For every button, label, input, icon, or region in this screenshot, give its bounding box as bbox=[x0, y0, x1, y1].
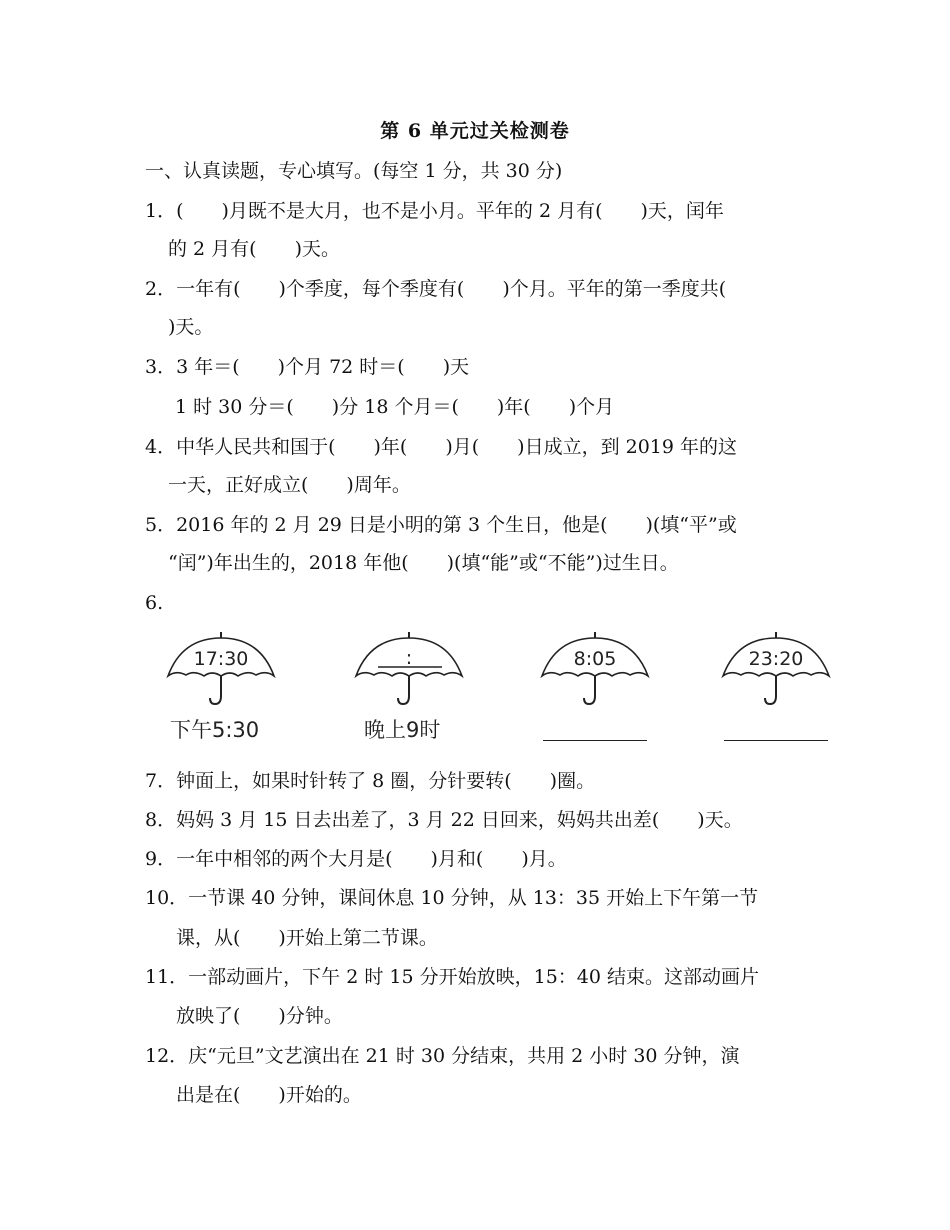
page-title: 第 6 单元过关检测卷 bbox=[380, 120, 570, 142]
question-12-line-1: 12．庆“元旦”文艺演出在 21 时 30 分结束，共用 2 小时 30 分钟，演 bbox=[145, 1045, 740, 1067]
umbrella-2 bbox=[354, 628, 464, 710]
question-5-line-2: “闰”)年出生的，2018 年他( )(填“能”或“不能”)过生日。 bbox=[168, 552, 679, 574]
umbrella-time: 8:05 bbox=[573, 648, 617, 670]
umbrella-icon bbox=[166, 628, 276, 710]
question-10-line-1: 10．一节课 40 分钟，课间休息 10 分钟，从 13：35 开始上下午第一节 bbox=[145, 887, 759, 909]
umbrella-4 bbox=[721, 628, 831, 710]
question-4-line-2: 一天，正好成立( )周年。 bbox=[168, 474, 411, 496]
question-5-line-1: 5．2016 年的 2 月 29 日是小明的第 3 个生日，他是( )(填“平”或 bbox=[145, 514, 737, 536]
umbrella-time: : bbox=[405, 647, 413, 669]
question-3-line-2: 1 时 30 分＝( )分 18 个月＝( )年( )个月 bbox=[175, 396, 615, 418]
question-11-line-1: 11．一部动画片，下午 2 时 15 分开始放映，15：40 结束。这部动画片 bbox=[145, 966, 759, 988]
umbrella-time: 17:30 bbox=[193, 648, 249, 670]
question-2-line-2: )天。 bbox=[168, 316, 214, 338]
answer-blank bbox=[543, 740, 647, 741]
question-2-line-1: 2．一年有( )个季度，每个季度有( )个月。平年的第一季度共( bbox=[145, 278, 727, 300]
question-9: 9．一年中相邻的两个大月是( )月和( )月。 bbox=[145, 848, 567, 870]
umbrella-3 bbox=[540, 628, 650, 710]
question-1-line-1: 1．( )月既不是大月，也不是小月。平年的 2 月有( )天，闰年 bbox=[145, 200, 724, 222]
question-1-line-2: 的 2 月有( )天。 bbox=[168, 238, 340, 260]
umbrella-2-caption: 晚上9时 bbox=[364, 718, 441, 742]
answer-blank bbox=[724, 740, 828, 741]
question-8: 8．妈妈 3 月 15 日去出差了，3 月 22 日回来，妈妈共出差( )天。 bbox=[145, 809, 743, 831]
umbrella-icon bbox=[721, 628, 831, 710]
question-10-line-2: 课，从( )开始上第二节课。 bbox=[176, 927, 438, 949]
umbrella-icon bbox=[354, 628, 464, 710]
umbrella-1 bbox=[166, 628, 276, 710]
question-7: 7．钟面上，如果时针转了 8 圈，分针要转( )圈。 bbox=[145, 770, 596, 792]
umbrella-icon bbox=[540, 628, 650, 710]
question-4-line-1: 4．中华人民共和国于( )年( )月( )日成立，到 2019 年的这 bbox=[145, 436, 737, 458]
section-heading: 一、认真读题，专心填写。(每空 1 分，共 30 分) bbox=[145, 160, 563, 182]
question-12-line-2: 出是在( )开始的。 bbox=[176, 1084, 362, 1106]
umbrella-time: 23:20 bbox=[748, 648, 804, 670]
umbrella-1-caption: 下午5:30 bbox=[170, 718, 260, 742]
question-3-line-1: 3．3 年＝( )个月 72 时＝( )天 bbox=[145, 356, 470, 378]
question-11-line-2: 放映了( )分钟。 bbox=[176, 1005, 343, 1027]
question-6-label: 6. bbox=[145, 592, 164, 614]
